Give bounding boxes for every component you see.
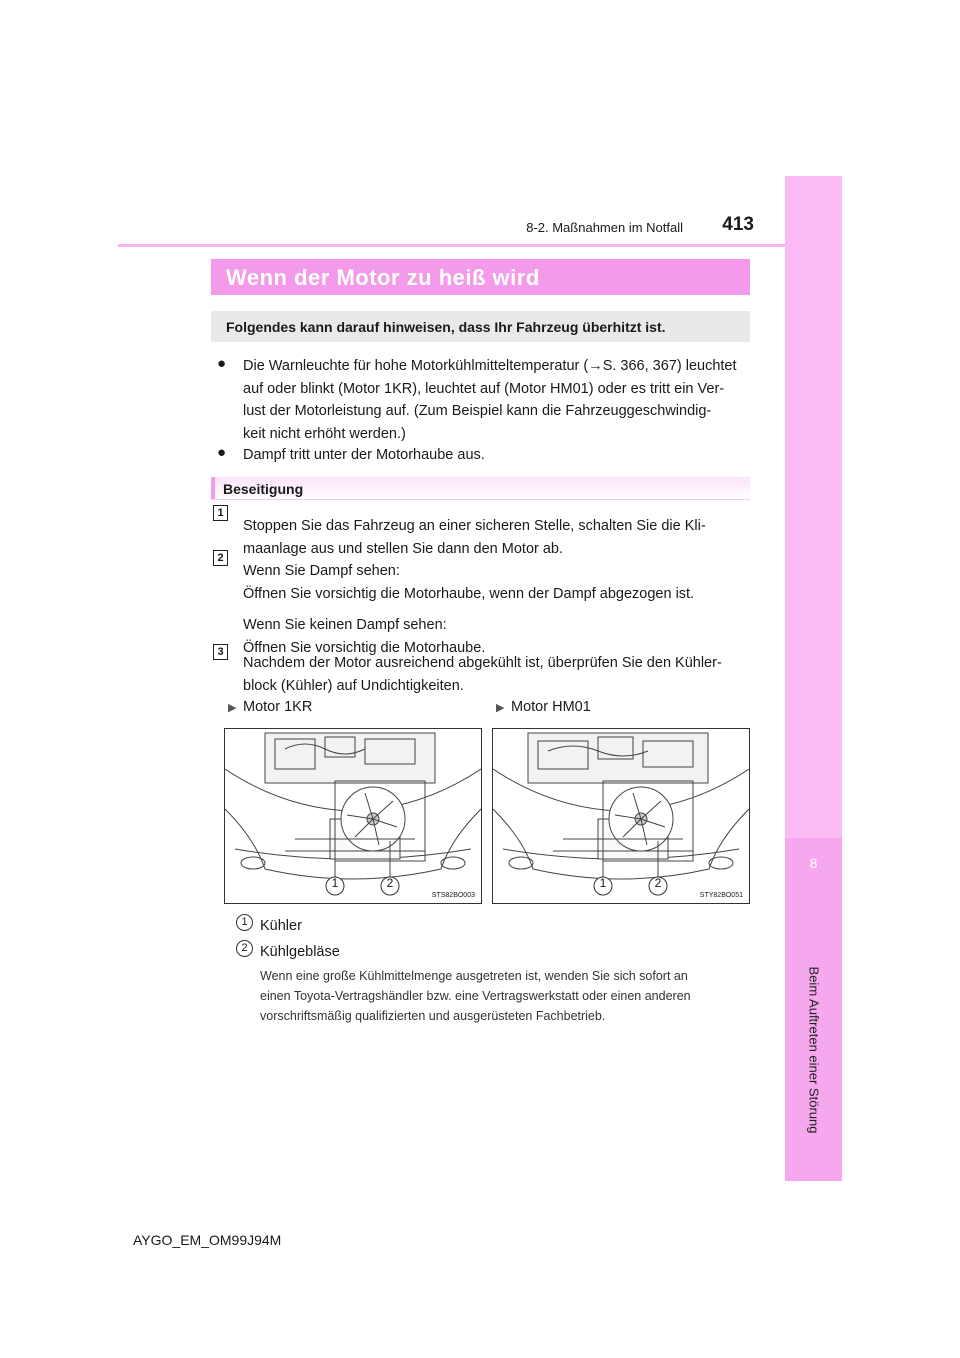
note-line-1: Wenn eine große Kühlmittelmenge ausgetreten ist, wenden Sie sich sofort an xyxy=(260,969,688,983)
document-code: AYGO_EM_OM99J94M xyxy=(133,1232,282,1248)
step-1-text xyxy=(243,515,751,560)
step-number-1: 1 xyxy=(213,505,228,521)
bullet-1-line-4: keit nicht erhöht werden.) xyxy=(243,425,406,442)
bullet-icon: ● xyxy=(217,355,227,372)
arrow-right-icon: ▶ xyxy=(496,702,505,714)
callout-2: 2 xyxy=(654,876,662,890)
step-2-line-2: Öffnen Sie vorsichtig die Motorhaube, wenn der Dampf abgezogen ist. xyxy=(243,585,695,602)
step-number-3: 3 xyxy=(213,644,228,660)
bullet-2-line-1: Dampf tritt unter der Motorhaube aus. xyxy=(243,447,485,463)
chapter-number: 8 xyxy=(809,855,818,871)
subheading-rule xyxy=(211,499,750,500)
bullet-1-line-2: auf oder blinkt (Motor 1KR), leuchtet auf (Motor HM01) oder es tritt ein Ver- xyxy=(243,380,725,397)
legend-number-2: 2 xyxy=(236,940,253,957)
bullet-icon: ● xyxy=(217,444,227,461)
note-line-3: vorschriftsmäßig qualifizierten und ausgerüsteten Fachbetrieb. xyxy=(260,1009,606,1023)
step-3-line-2: block (Kühler) auf Undichtigkeiten. xyxy=(243,677,464,694)
figure-code: STY82BO051 xyxy=(699,892,743,899)
step-3-line-1: Nachdem der Motor ausreichend abgekühlt ist, überprüfen Sie den Kühler- xyxy=(243,655,722,671)
note-text xyxy=(260,966,745,1026)
step-3-text xyxy=(243,652,751,697)
step-1-line-1: Stoppen Sie das Fahrzeug an einer sicheren Stelle, schalten Sie die Kli- xyxy=(243,518,706,534)
step-2-text xyxy=(243,560,751,659)
step-number-2: 2 xyxy=(213,550,228,566)
engine-illustration-1kr xyxy=(225,729,481,903)
legend-number-1: 1 xyxy=(236,914,253,931)
bullet-1-line-3: lust der Motorleistung auf. (Zum Beispiel kann die Fahrzeuggeschwindig- xyxy=(243,403,712,419)
header-rule xyxy=(118,244,785,247)
figure-label-1kr: Motor 1KR xyxy=(243,699,313,715)
intro-text: Folgendes kann darauf hinweisen, dass Ihr Fahrzeug überhitzt ist. xyxy=(226,319,666,335)
callout-1: 1 xyxy=(331,876,339,890)
arrow-right-icon: ▶ xyxy=(228,702,237,714)
callout-2: 2 xyxy=(386,876,394,890)
side-tab-label: Beim Auftreten einer Störung xyxy=(806,966,822,1134)
subheading: Beseitigung xyxy=(223,481,304,497)
bullet-1-line-1: Die Warnleuchte für hohe Motorkühlmitteltemperatur (→S. 366, 367) leuchtet xyxy=(243,358,737,374)
step-2-line-4: Öffnen Sie vorsichtig die Motorhaube. xyxy=(243,639,486,656)
step-1-line-2: maanlage aus und stellen Sie dann den Motor ab. xyxy=(243,540,564,557)
step-2-line-3: Wenn Sie keinen Dampf sehen: xyxy=(243,617,447,633)
engine-figure-hm01 xyxy=(492,728,750,904)
bullet-item-1 xyxy=(243,355,751,445)
figure-code: STS82BO003 xyxy=(431,892,475,899)
engine-figure-1kr xyxy=(224,728,482,904)
engine-illustration-hm01 xyxy=(493,729,749,903)
page-number: 413 xyxy=(722,214,754,235)
step-2-line-1: Wenn Sie Dampf sehen: xyxy=(243,563,400,579)
bullet-item-2 xyxy=(243,444,751,467)
legend-text-2: Kühlgebläse xyxy=(260,944,340,960)
legend-text-1: Kühler xyxy=(260,918,302,934)
note-line-2: einen Toyota-Vertragshändler bzw. eine Vertragswerkstatt oder einen anderen xyxy=(260,989,691,1003)
section-title: 8-2. Maßnahmen im Notfall xyxy=(526,220,683,235)
callout-1: 1 xyxy=(599,876,607,890)
page-title: Wenn der Motor zu heiß wird xyxy=(226,265,540,290)
figure-label-hm01: Motor HM01 xyxy=(511,699,591,715)
